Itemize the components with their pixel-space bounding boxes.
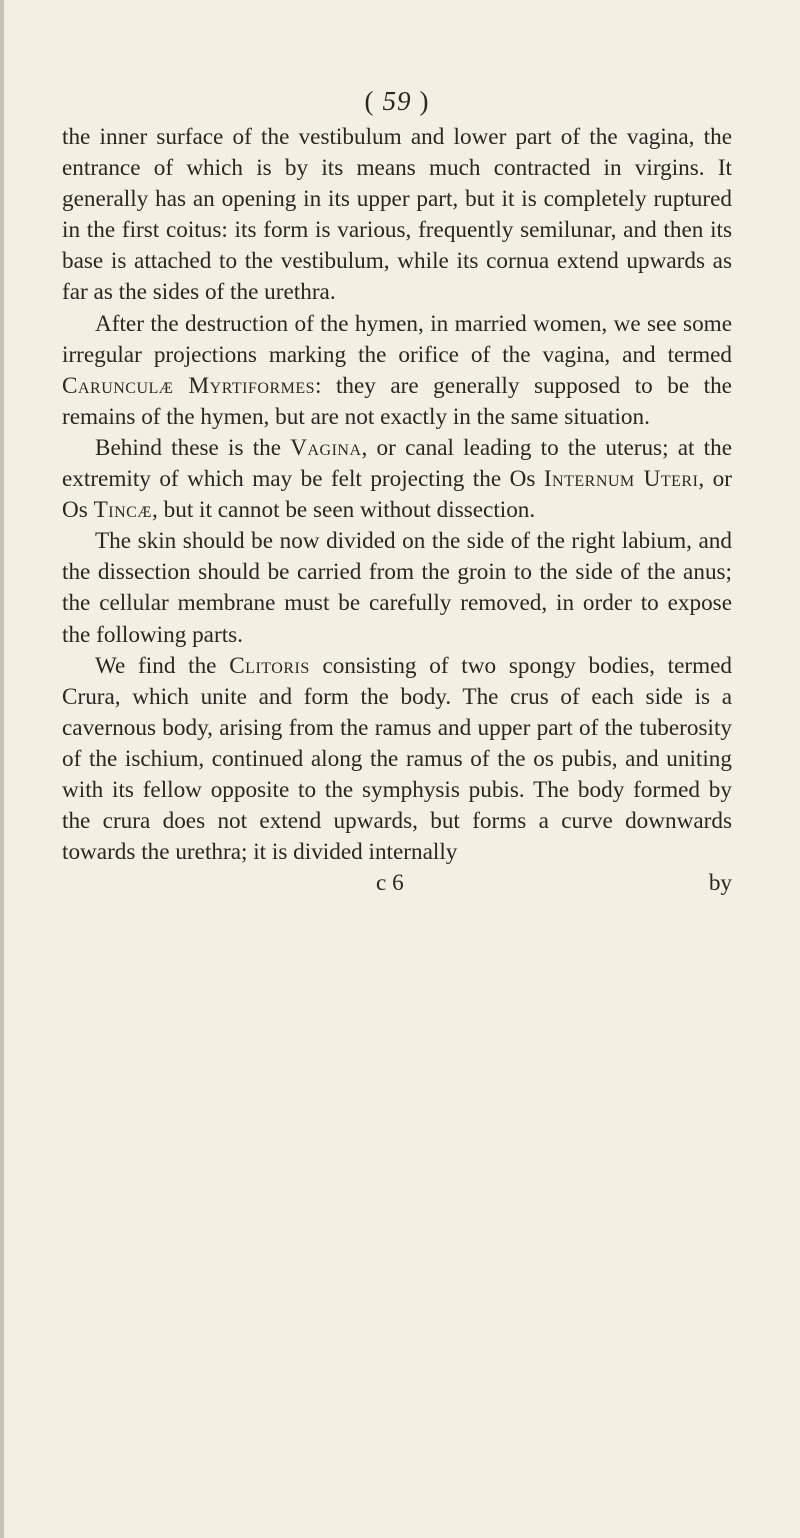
paragraph-p5 [62,651,732,869]
paragraph-p4 [62,526,732,650]
text-run: : they are generally supposed to be the remains of the hymen, but are not exactly in the same situation. [62,372,732,430]
paragraph-p1 [62,122,732,309]
paragraph-p3 [62,433,732,526]
text-run: Behind these is the [95,434,291,461]
small-caps-term: Tincæ [93,497,153,524]
page-number-close-paren: ) [419,86,430,116]
text-run: consisting of two spongy bodies, termed Crura, which unite and form the body. The crus of each side is a cavernous body, arising from the ramus and upper part of the tuberosity of the ischium, continued along the ramus of the os pubis, and uniting with its fellow opposite to the symphysis pubis. The body formed by the crura does not extend upwards, but forms a curve downwards towards the urethra; it is divided internally [62,652,733,866]
page-number [62,84,732,118]
signature-mark: c 6 [376,870,404,897]
small-caps-term: Internum Uteri [543,466,699,493]
page-edge [0,0,4,1538]
book-page [62,84,732,899]
text-run: , or Os [62,466,732,524]
page-number-open-paren: ( [364,86,375,116]
small-caps-term: Clitoris [229,652,310,679]
small-caps-term: Vagina [290,434,362,461]
small-caps-term: Carunculæ Myrtiformes [62,372,316,399]
text-run: , or canal leading to the uterus; at the extremity of which may be felt projecting the Os [62,434,732,493]
text-run: We find the [95,652,230,679]
text-run: After the destruction of the hymen, in married women, we see some irregular projections marking the orifice of the vagina, and termed [62,310,732,368]
paragraph-p2 [62,309,732,433]
page-number-digits: 59 [382,86,412,116]
body-text [62,122,732,868]
catchword: by [708,870,732,897]
text-run: The skin should be now divided on the side of the right labium, and the dissection should be carried from the groin to the side of the anus; the cellular membrane must be carefully removed, in order to expose the following parts. [62,528,732,648]
catchline [62,868,732,899]
text-run: , but it cannot be seen without dissection. [152,497,536,524]
text-run: the inner surface of the vestibulum and lower part of the vagina, the entrance of which is by its means much contracted in virgins. It generally has an opening in its upper part, but it is completely ruptured in the first coitus: its form is various, frequently semilunar, and then its base is attached to the vestibulum, while its cornua extend upwards as far as the sides of the urethra. [62,124,732,306]
